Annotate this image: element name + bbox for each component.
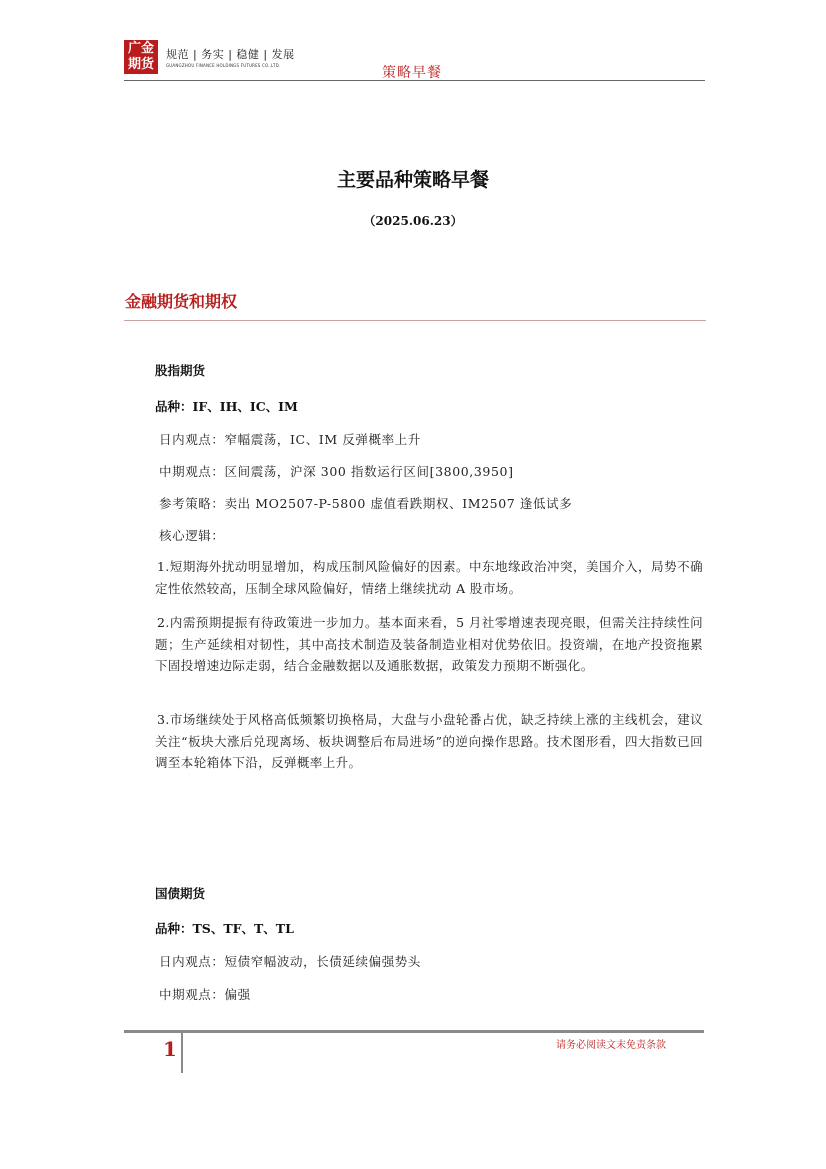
- bond-intraday-view: 日内观点：短债窄幅波动，长债延续偏强势头: [159, 954, 422, 969]
- document-date: （2025.06.23）: [363, 214, 463, 228]
- bond-heading: 国债期货: [155, 886, 206, 901]
- footer-vertical-bar: [181, 1033, 183, 1073]
- logic-point-1: 1.短期海外扰动明显增加，构成压制风险偏好的因素。中东地缘政治冲突，美国介入，局势不确定性依然较高，压制全球风险偏好，情绪上继续扰动 A 股市场。: [155, 559, 703, 596]
- logo-text-line2: 期货: [127, 57, 154, 72]
- logic-point-3: 3.市场继续处于风格高低频繁切换格局，大盘与小盘轮番占优，缺乏持续上涨的主线机会，建议关注“板块大涨后兑现离场、板块调整后布局进场”的逆向操作思路。技术图形看，四大指数已回调至本轮箱体下沿，反弹概率上升。: [155, 712, 703, 770]
- stock-index-intraday-view: 日内观点：窄幅震荡，IC、IM 反弹概率上升: [159, 432, 421, 447]
- document-title: 主要品种策略早餐: [336, 169, 489, 191]
- stock-index-variety: 品种：IF、IH、IC、IM: [155, 399, 298, 414]
- stock-index-strategy: 参考策略：卖出 MO2507-P-5800 虚值看跌期权、IM2507 逢低试多: [159, 496, 573, 511]
- company-slogan: 规范 | 务实 | 稳健 | 发展: [166, 48, 295, 61]
- header-divider: [124, 80, 705, 81]
- stock-index-heading: 股指期货: [155, 363, 206, 378]
- page-number: 1: [163, 1037, 177, 1061]
- stock-index-midterm-view: 中期观点：区间震荡，沪深 300 指数运行区间[3800,3950]: [159, 464, 514, 479]
- section-divider: [124, 320, 706, 321]
- bond-variety: 品种：TS、TF、T、TL: [155, 921, 294, 936]
- company-english-name: GUANGZHOU FINANCE HOLDINGS FUTURES CO.,LTD.: [166, 63, 281, 68]
- section-heading: 金融期货和期权: [125, 292, 238, 311]
- logo-text-line1: 广金: [127, 41, 154, 56]
- disclaimer-notice: 请务必阅读文末免责条款: [556, 1040, 666, 1051]
- footer-divider: [124, 1030, 704, 1033]
- company-logo: [124, 40, 158, 74]
- stock-index-logic-label: 核心逻辑：: [159, 528, 225, 543]
- bond-midterm-view: 中期观点：偏强: [159, 987, 251, 1002]
- header-title: 策略早餐: [382, 65, 442, 81]
- logic-point-2: 2.内需预期提振有待政策进一步加力。基本面来看，5 月社零增速表现亮眼，但需关注持续性问题；生产延续相对韧性，其中高技术制造及装备制造业相对优势依旧。投资端，在地产投资拖累下固投增速边际走弱，结合金融数据以及通胀数据，政策发力预期不断强化。: [155, 615, 703, 673]
